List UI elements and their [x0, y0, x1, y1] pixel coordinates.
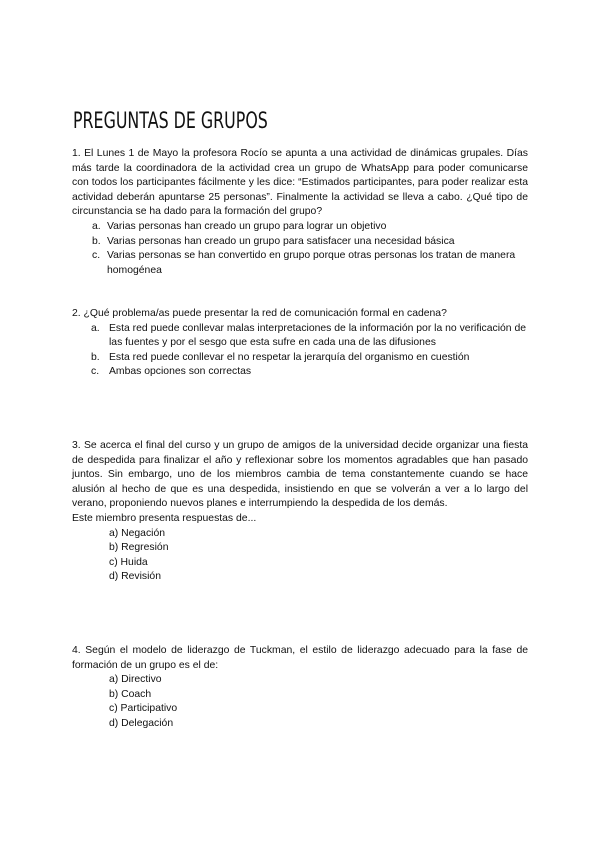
option-text: Esta red puede conllevar el no respetar la jerarquía del organismo en cuestión — [109, 351, 470, 363]
option-a — [72, 220, 528, 235]
option-d: d) Revisión — [109, 571, 161, 583]
option-marker: c. — [91, 366, 100, 378]
option-marker: a. — [92, 220, 101, 232]
option-a: a) Directivo — [109, 674, 162, 686]
option-b: b) Coach — [109, 688, 152, 700]
question-4 — [72, 644, 528, 732]
option-c: c) Huida — [109, 556, 148, 568]
options-list — [72, 220, 528, 278]
option-marker: b. — [92, 235, 101, 247]
option-b: b) Regresión — [109, 542, 169, 554]
question-text: 4. Según el modelo de liderazgo de Tuckman, el estilo de liderazgo adecuado para la fase de formación de un grupo es el de: — [72, 645, 528, 671]
option-c — [72, 249, 528, 278]
options-list — [72, 673, 528, 731]
question-1 — [72, 147, 528, 278]
question-2 — [72, 307, 528, 380]
option-marker: b. — [91, 351, 100, 363]
option-b — [72, 351, 528, 366]
option-marker: c. — [92, 250, 101, 262]
question-text: 3. Se acerca el final del curso y un grupo de amigos de la universidad decide organizar una fiesta de despedida para finalizar el año y reflexionar sobre los momentos agradables que han pasado juntos. Sin embargo, uno de los miembros cambia de tema constantemente cuando se hace alusión al hecho de que es una despedida, insistiendo en que se volverán a ver a lo largo del verano, proponiendo nuevos planes e interrumpiendo la despedida de los demás. — [72, 440, 528, 510]
option-text: Varias personas han creado un grupo para lograr un objetivo — [107, 220, 387, 232]
option-text: Ambas opciones son correctas — [109, 366, 252, 378]
option-b — [72, 235, 528, 250]
option-c: c) Participativo — [109, 703, 178, 715]
question-text: 2. ¿Qué problema/as puede presentar la red de comunicación formal en cadena? — [72, 308, 447, 319]
page-title: PREGUNTAS DE GRUPOS — [73, 108, 268, 134]
option-d: d) Delegación — [109, 717, 174, 729]
option-marker: a. — [91, 322, 100, 334]
option-text: Varias personas han creado un grupo para satisfacer una necesidad básica — [107, 235, 455, 247]
option-text: Varias personas se han convertido en grupo porque otras personas los tratan de manera homogénea — [107, 250, 516, 276]
options-list — [72, 322, 528, 380]
option-a: a) Negación — [109, 527, 166, 539]
question-text: 1. El Lunes 1 de Mayo la profesora Rocío se apunta a una actividad de dinámicas grupales. Días más tarde la coordinadora de la actividad crea un grupo de WhatsApp para poder comunicarse con todos los participantes fácilmente y les dice: “Estimados participantes, para poder realizar esta actividad deberán apuntarse 25 personas”. Finalmente la actividad se lleva a cabo. ¿Qué tipo de circunstancia se ha dado para la formación del grupo? — [72, 148, 528, 218]
option-a — [72, 322, 528, 351]
option-c — [72, 365, 528, 380]
question-3 — [72, 439, 528, 585]
question-subtext: Este miembro presenta respuestas de... — [72, 512, 257, 524]
option-text: Esta red puede conllevar malas interpretaciones de la información por la no verificación de las fuentes y por el sesgo que esta sufre en cada una de las difusiones — [109, 322, 527, 349]
options-list — [72, 527, 528, 585]
